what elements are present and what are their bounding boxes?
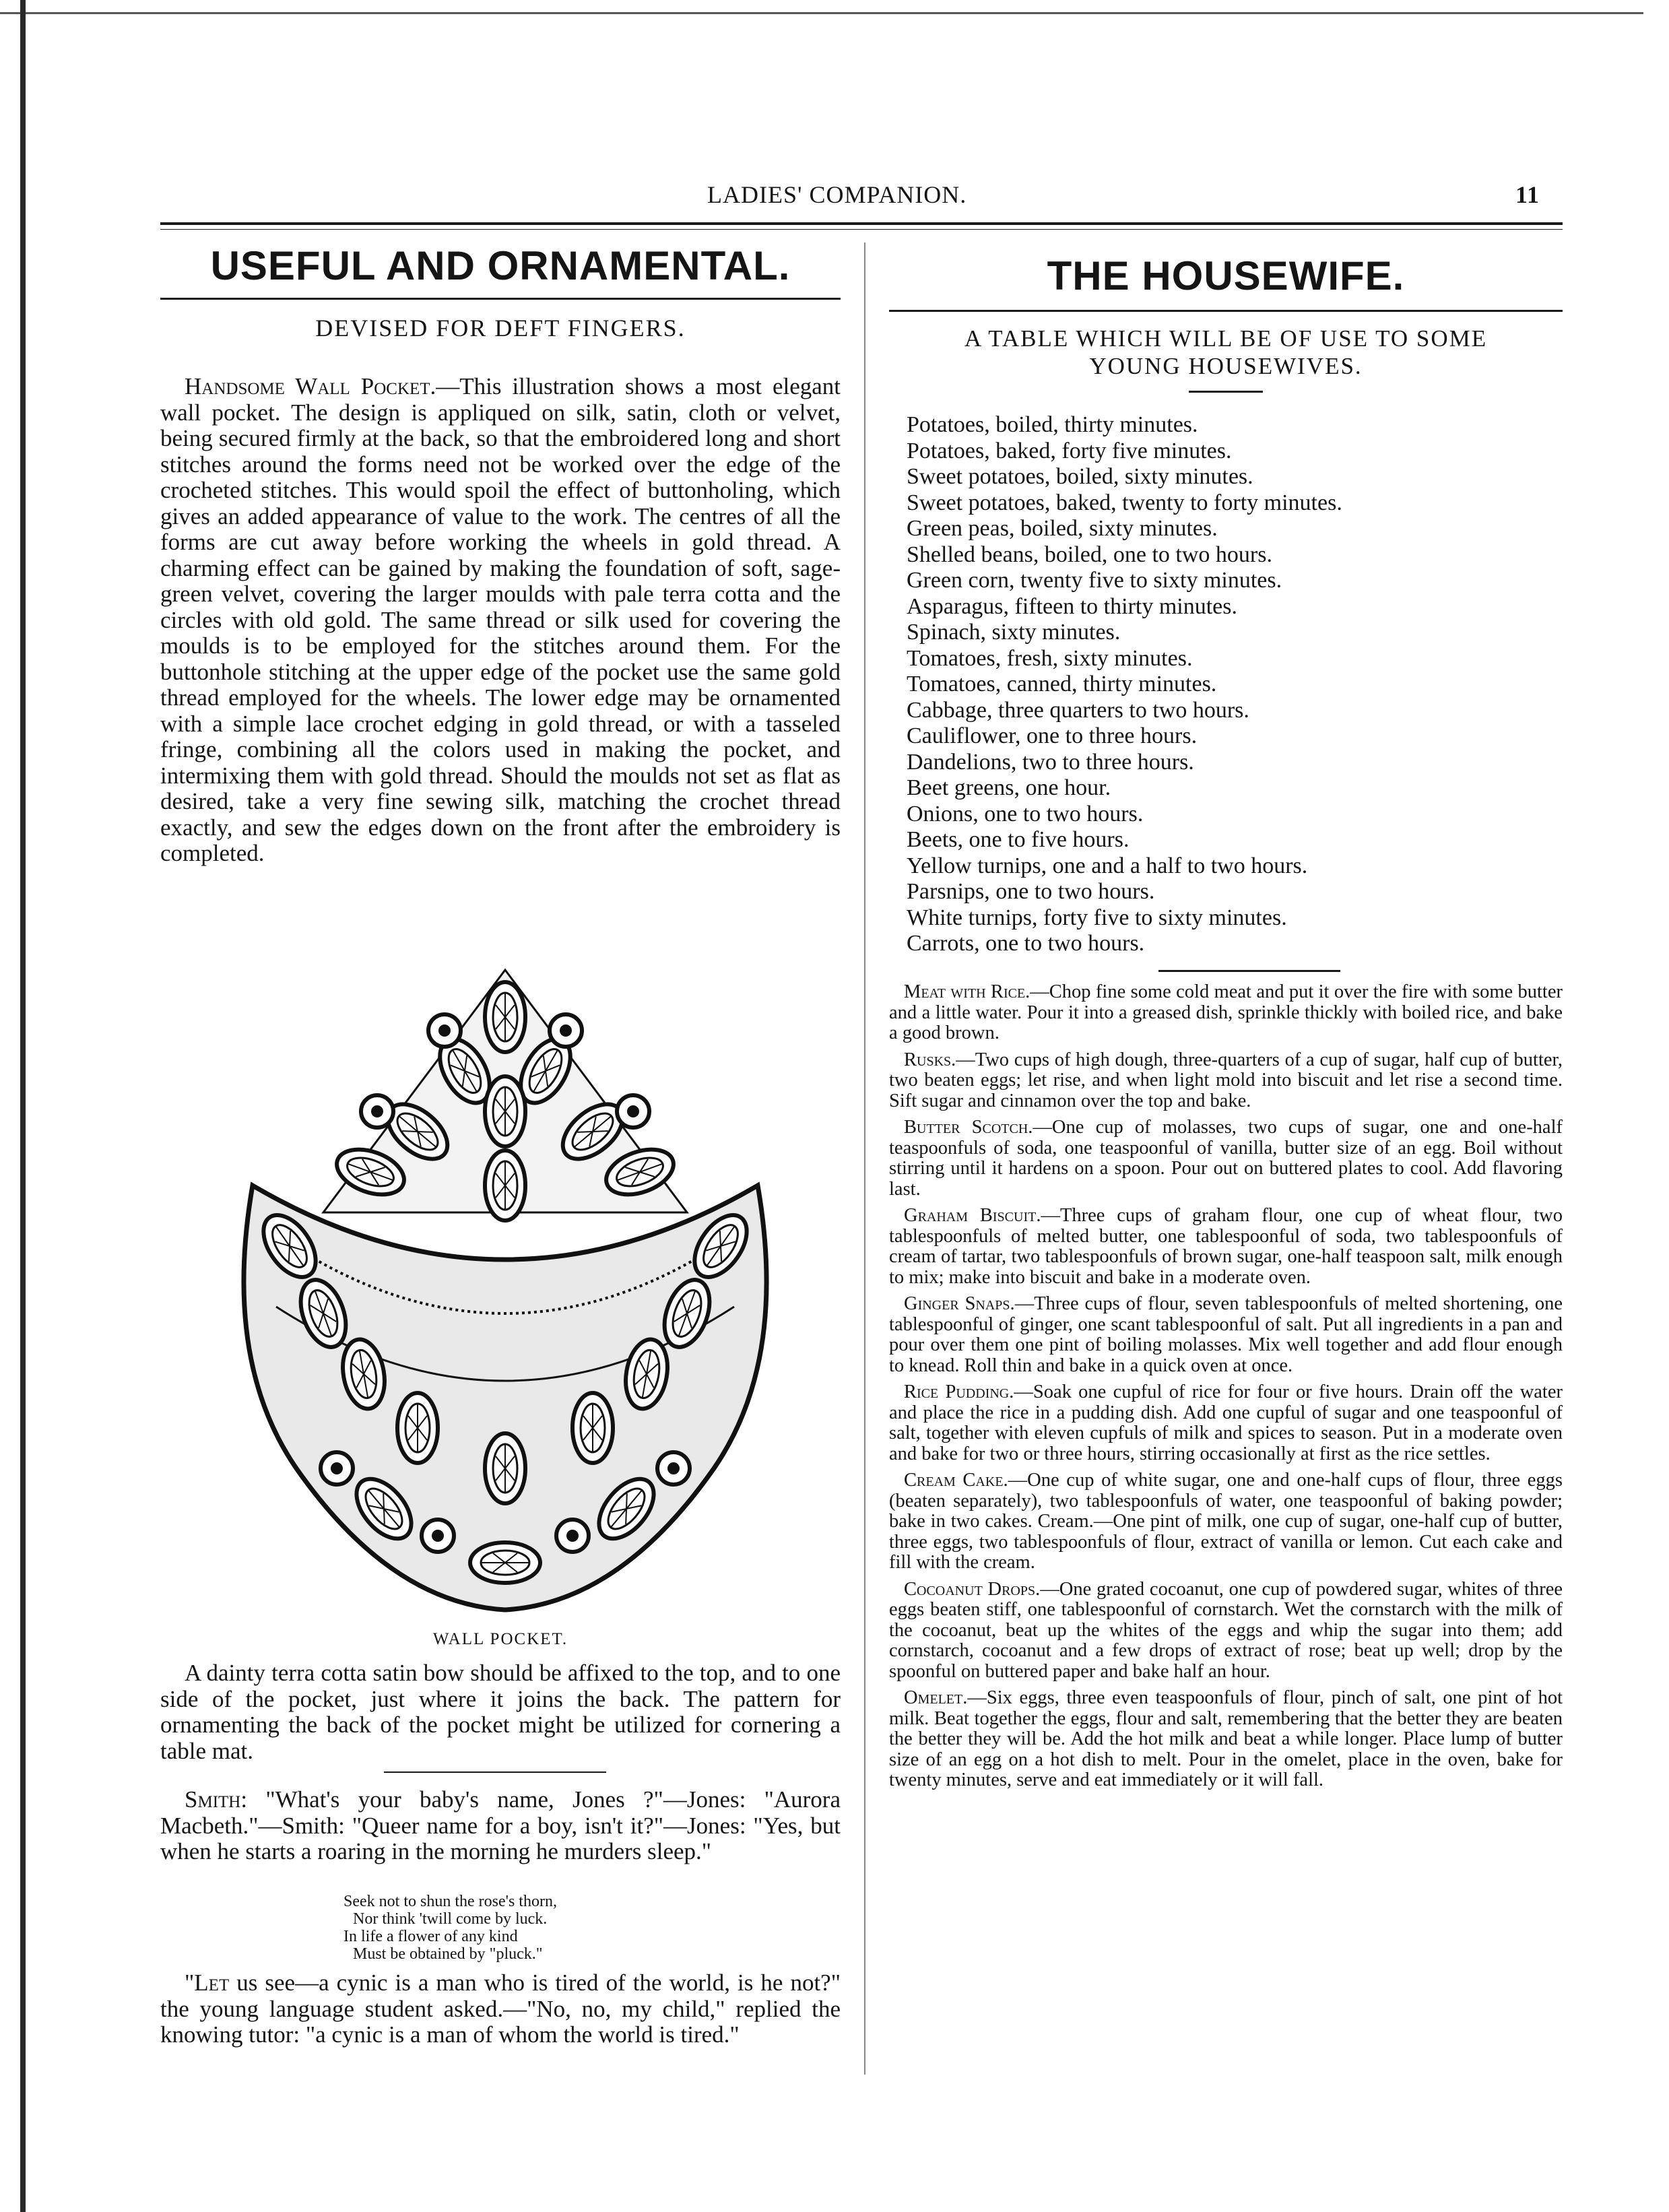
poem-line: Must be obtained by "pluck." xyxy=(353,1945,543,1963)
recipe-cocoanut-drops xyxy=(889,1580,1563,1683)
left-title-rule xyxy=(160,298,841,300)
table-row: Beet greens, one hour. xyxy=(907,775,1111,800)
running-title: LADIES' COMPANION. xyxy=(707,181,967,208)
recipe-text: —Six eggs, three even teaspoonfuls of flour, pinch of salt, one pint of hot milk. Beat together the eggs, flour and salt, remembering that the better they are beaten the better they will be. Add the hot milk and beat a while longer. Place lump of butter size of an egg on a hot dish to melt. Pour in the omelet, place in the oven, bake for twenty minutes, serve and eat immediately or it will fall. xyxy=(889,1687,1563,1790)
recipe-ginger-snaps xyxy=(889,1294,1563,1376)
right-subtitle-line2: YOUNG HOUSEWIVES. xyxy=(1089,353,1363,379)
recipe-omelet xyxy=(889,1688,1563,1791)
table-row: Spinach, sixty minutes. xyxy=(907,620,1121,645)
top-edge-rule xyxy=(0,12,1643,14)
header-rule xyxy=(160,222,1563,225)
back-motifs xyxy=(331,982,680,1221)
table-row: Tomatoes, canned, thirty minutes. xyxy=(907,672,1217,696)
recipe-name: Meat with Rice. xyxy=(904,981,1030,1002)
after-figure-paragraph: A dainty terra cotta satin bow should be affixed to the top, and to one side of the pocket, just where it joins the back. The pattern for ornamenting the back of the pocket might be utilized for cornering a table mat. xyxy=(160,1660,841,1764)
recipe-name: Omelet. xyxy=(904,1687,968,1708)
table-row: Sweet potatoes, baked, twenty to forty minutes. xyxy=(907,490,1342,515)
left-edge-shadow xyxy=(20,0,26,2212)
table-row: Green corn, twenty five to sixty minutes. xyxy=(907,568,1282,593)
wall-pocket-lead: Handsome Wall Pocket. xyxy=(185,373,436,399)
table-row: Cabbage, three quarters to two hours. xyxy=(907,697,1249,723)
right-title-rule xyxy=(889,310,1563,312)
left-column-subtitle: DEVISED FOR DEFT FINGERS. xyxy=(315,315,686,341)
recipe-rusks xyxy=(889,1050,1563,1112)
cooking-times-table xyxy=(907,412,1553,957)
left-divider xyxy=(384,1771,606,1773)
recipe-name: Butter Scotch. xyxy=(904,1117,1033,1138)
recipe-butter-scotch xyxy=(889,1117,1563,1200)
recipe-name: Ginger Snaps. xyxy=(904,1293,1015,1314)
recipe-rice-pudding xyxy=(889,1382,1563,1464)
table-row: Asparagus, fifteen to thirty minutes. xyxy=(907,593,1238,619)
right-subtitle-line1: A TABLE WHICH WILL BE OF USE TO SOME xyxy=(964,325,1488,352)
table-row: Parsnips, one to two hours. xyxy=(907,879,1155,904)
recipe-text: —Three cups of flour, seven tablespoonfuls of melted shortening, one tablespoonful of ginger, one scant tablespoonful of salt. Put all ingredients in a pan and pour over them one pint of boiling molasses. Mix well together and add flour enough to knead. Roll thin and bake in a quick oven at once. xyxy=(889,1293,1563,1376)
table-row: Onions, one to two hours. xyxy=(907,801,1144,826)
recipe-cream-cake xyxy=(889,1470,1563,1573)
joke1-lead: Smith xyxy=(185,1786,241,1813)
recipe-text: —Three cups of graham flour, one cup of wheat flour, two tablespoonfuls of melted butter, one tablespoonful of soda, two tablespoonfuls of cream of tartar, two tablespoonfuls of brown sugar, one-half teaspoon salt, milk enough to mix; make into biscuit and bake in a moderate oven. xyxy=(889,1205,1563,1288)
wall-pocket-text: —This illustration shows a most elegant wall pocket. The design is appliqued on silk, satin, cloth or velvet, being secured firmly at the back, so that the embroidered long and short stitches around the forms need not be worked over the edge of the crocheted stitches. This would spoil the effect of buttonholing, which gives an added appearance of value to the work. The centres of all the forms are cut away before working the wheels in gold thread. A charming effect can be gained by making the foundation of soft, sage-green velvet, covering the larger moulds with pale terra cotta and the circles with old gold. The same thread or silk used for covering the moulds is to be employed for the stitches around them. For the buttonhole stitching at the upper edge of the pocket use the same gold thread employed for the wheels. The lower edge may be ornamented with a simple lace crochet edging in gold thread, or with a tasseled fringe, combining all the colors used in making the pocket, and intermixing them with gold thread. Should the moulds not set as flat as desired, take a very fine sewing silk, matching the crochet thread exactly, and sew the edges down on the front after the embroidery is completed. xyxy=(160,373,841,866)
joke-cynic xyxy=(160,1970,841,2048)
joke-baby-name xyxy=(160,1787,841,1865)
recipes-rule xyxy=(1158,970,1340,972)
recipe-meat-with-rice xyxy=(889,982,1563,1044)
table-row: Carrots, one to two hours. xyxy=(907,931,1145,956)
poem xyxy=(343,1893,694,1963)
poem-line: Seek not to shun the rose's thorn, xyxy=(343,1893,557,1910)
joke1-text: : "What's your baby's name, Jones ?"—Jones: "Aurora Macbeth."—Smith: "Queer name for a boy, isn't it?"—Jones: "Yes, but when he starts a roaring in the morning he murders sleep." xyxy=(160,1786,841,1864)
table-row: Tomatoes, fresh, sixty minutes. xyxy=(907,645,1193,671)
poem-line: Nor think 'twill come by luck. xyxy=(353,1910,548,1928)
recipe-name: Cream Cake. xyxy=(904,1470,1008,1491)
recipe-name: Rusks. xyxy=(904,1049,956,1070)
poem-line: In life a flower of any kind xyxy=(343,1928,518,1945)
table-row: White turnips, forty five to sixty minutes. xyxy=(907,905,1287,930)
recipe-text: —Chop fine some cold meat and put it over the fire with some butter and a little water. Pour it into a greased dish, sprinkle thickly with boiled rice, and bake a good brown. xyxy=(889,981,1563,1043)
table-row: Shelled beans, boiled, one to two hours. xyxy=(907,542,1272,567)
column-divider xyxy=(864,242,865,2075)
table-row: Beets, one to five hours. xyxy=(907,827,1130,852)
right-column-title: THE HOUSEWIFE. xyxy=(1047,253,1405,298)
table-row: Potatoes, boiled, thirty minutes. xyxy=(907,412,1198,437)
table-row: Sweet potatoes, boiled, sixty minutes. xyxy=(907,464,1253,489)
illustration-caption: WALL POCKET. xyxy=(432,1630,568,1648)
recipe-name: Cocoanut Drops. xyxy=(904,1578,1041,1600)
wall-pocket-illustration xyxy=(216,956,795,1623)
page-number: 11 xyxy=(1515,181,1540,208)
table-row: Green peas, boiled, sixty minutes. xyxy=(907,516,1218,541)
joke2-lead: "Let xyxy=(185,1970,230,1996)
recipe-name: Graham Biscuit. xyxy=(904,1205,1041,1226)
right-short-rule xyxy=(1189,391,1263,393)
recipe-text: —One grated cocoanut, one cup of powdered sugar, whites of three eggs beaten stiff, one tablespoonful of cornstarch. Wet the cornstarch with the milk of the cocoanut, beat up the whites of the eggs and whip the sugar into them; add cornstarch, cocoanut and a few drops of extract of rose; beat up well; drop by the spoonful on buttered paper and bake half an hour. xyxy=(889,1578,1563,1682)
table-row: Dandelions, two to three hours. xyxy=(907,749,1194,775)
recipe-text: —One cup of white sugar, one and one-half cups of flour, three eggs (beaten separately), two tablespoonfuls of water, one teaspoonful of baking powder; bake in two cakes. Cream.—One pint of milk, one cup of sugar, one-half cup of butter, three eggs, two tablespoonfuls of flour, extract of vanilla or lemon. Cut each cake and fill with the cream. xyxy=(889,1470,1563,1573)
recipe-text: —Soak one cupful of rice for four or five hours. Drain off the water and place the rice in a pudding dish. Add one cupful of sugar and one teaspoonful of salt, together with eleven cupfuls of milk and spices to season. Put in a moderate oven and bake for two or three hours, stirring occasionally at first as the rice settles. xyxy=(889,1381,1563,1464)
recipe-name: Rice Pudding. xyxy=(904,1381,1014,1402)
joke2-text: us see—a cynic is a man who is tired of the world, is he not?" the young language student asked.—"No, no, my child," replied the knowing tutor: "a cynic is a man of whom the world is tired." xyxy=(160,1970,841,2048)
recipes-section xyxy=(889,982,1563,1797)
table-row: Potatoes, baked, forty five minutes. xyxy=(907,438,1232,463)
recipe-text: —Two cups of high dough, three-quarters of a cup of sugar, half cup of butter, two beaten eggs; let rise, and when light mold into biscuit and let rise a second time. Sift sugar and cinnamon over the top and bake. xyxy=(889,1049,1563,1111)
header-rule-thin xyxy=(160,229,1563,230)
wall-pocket-article xyxy=(160,374,841,867)
table-row: Cauliflower, one to three hours. xyxy=(907,723,1198,748)
recipe-text: —One cup of molasses, two cups of sugar, one and one-half teaspoonfuls of soda, one teaspoonful of vanilla, butter size of an egg. Boil without stirring until it hardens on a spoon. Pour out on buttered plates to cool. Add flavoring last. xyxy=(889,1117,1563,1200)
table-row: Yellow turnips, one and a half to two hours. xyxy=(907,853,1308,878)
left-column-title: USEFUL AND ORNAMENTAL. xyxy=(210,243,791,288)
recipe-graham-biscuit xyxy=(889,1206,1563,1288)
